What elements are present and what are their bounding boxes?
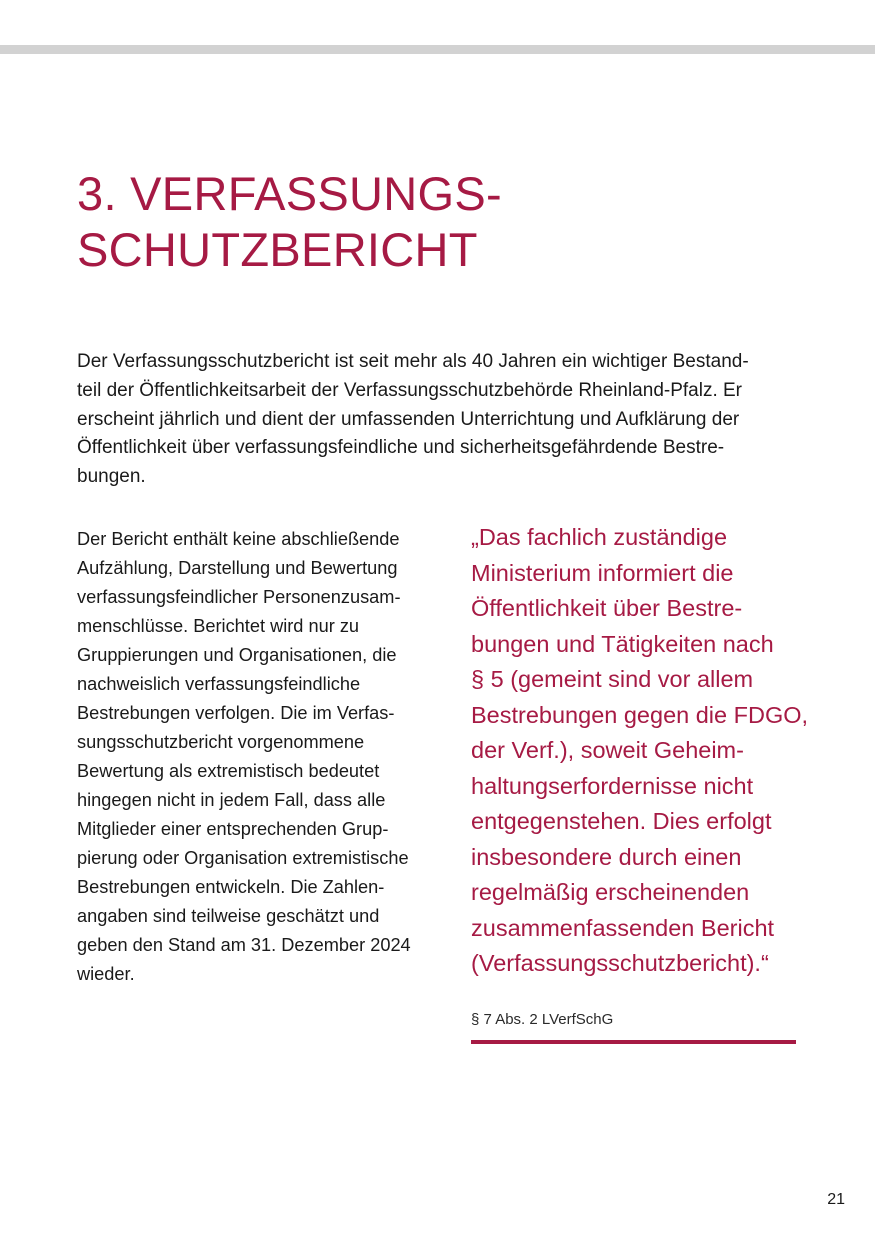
body-line: wieder. [77, 964, 135, 984]
quote-line: Ministerium informiert die [471, 559, 734, 586]
body-line: angaben sind teilweise geschätzt und [77, 906, 380, 926]
quote-line: § 5 (gemeint sind vor allem [471, 666, 754, 692]
body-line: nachweislich verfassungsfeindliche [77, 674, 361, 694]
body-line: Gruppierungen und Organisationen, die [77, 645, 397, 665]
quote-source: § 7 Abs. 2 LVerfSchG [471, 1010, 614, 1028]
body-line: sungsschutzbericht vorgenommene [77, 732, 365, 752]
intro-line: Der Verfassungsschutzbericht ist seit mehr als 40 Jahren ein wichtiger Bestand- [77, 351, 749, 372]
intro-paragraph [77, 348, 807, 492]
body-line: menschlüsse. Berichtet wird nur zu [77, 616, 360, 636]
body-line: Bewertung als extremistisch bedeutet [77, 761, 380, 781]
body-paragraph [77, 525, 457, 989]
quote-line: Öffentlichkeit über Bestre- [471, 595, 743, 621]
quote-text [471, 520, 809, 982]
body-line: hingegen nicht in jedem Fall, dass alle [77, 790, 386, 810]
body-line: geben den Stand am 31. Dezember 2024 [77, 935, 411, 955]
quote-line: Bestrebungen gegen die FDGO, [471, 701, 809, 728]
body-line: Bestrebungen verfolgen. Die im Verfas- [77, 703, 395, 723]
body-line: Bestrebungen entwickeln. Die Zahlen- [77, 877, 385, 897]
body-line: Der Bericht enthält keine abschließende [77, 529, 400, 549]
quote-line: regelmäßig erscheinenden [471, 879, 750, 905]
body-line: verfassungsfeindlicher Personenzusam- [77, 587, 401, 607]
page-number: 21 [827, 1191, 845, 1208]
quote-line: haltungserfordernisse nicht [471, 772, 754, 799]
quote-line: bungen und Tätigkeiten nach [471, 630, 774, 657]
quote-line: (Verfassungsschutzbericht).“ [471, 950, 769, 976]
quote-line: insbesondere durch einen [471, 843, 742, 870]
chapter-title-line: SCHUTZBERICHT [77, 223, 478, 276]
intro-line: erscheint jährlich und dient der umfassenden Unterrichtung und Aufklärung der [77, 408, 740, 430]
quote-line: der Verf.), soweit Geheim- [471, 737, 744, 763]
chapter-title-line: 3. VERFASSUNGS- [77, 167, 502, 220]
body-line: Mitglieder einer entsprechenden Grup- [77, 819, 389, 839]
header-bar [0, 45, 875, 54]
intro-line: teil der Öffentlichkeitsarbeit der Verfassungsschutzbehörde Rheinland-Pfalz. Er [77, 379, 743, 401]
quote-line: „Das fachlich zuständige [471, 524, 728, 550]
pull-quote [471, 520, 809, 1030]
body-line: pierung oder Organisation extremistische [77, 848, 409, 868]
intro-line: bungen. [77, 466, 146, 488]
chapter-title [77, 166, 502, 278]
quote-divider [471, 1040, 796, 1044]
quote-line: entgegenstehen. Dies erfolgt [471, 808, 772, 834]
quote-line: zusammenfassenden Bericht [471, 914, 775, 941]
intro-line: Öffentlichkeit über verfassungsfeindliche und sicherheitsgefährdende Bestre- [77, 437, 725, 459]
body-line: Aufzählung, Darstellung und Bewertung [77, 558, 398, 578]
